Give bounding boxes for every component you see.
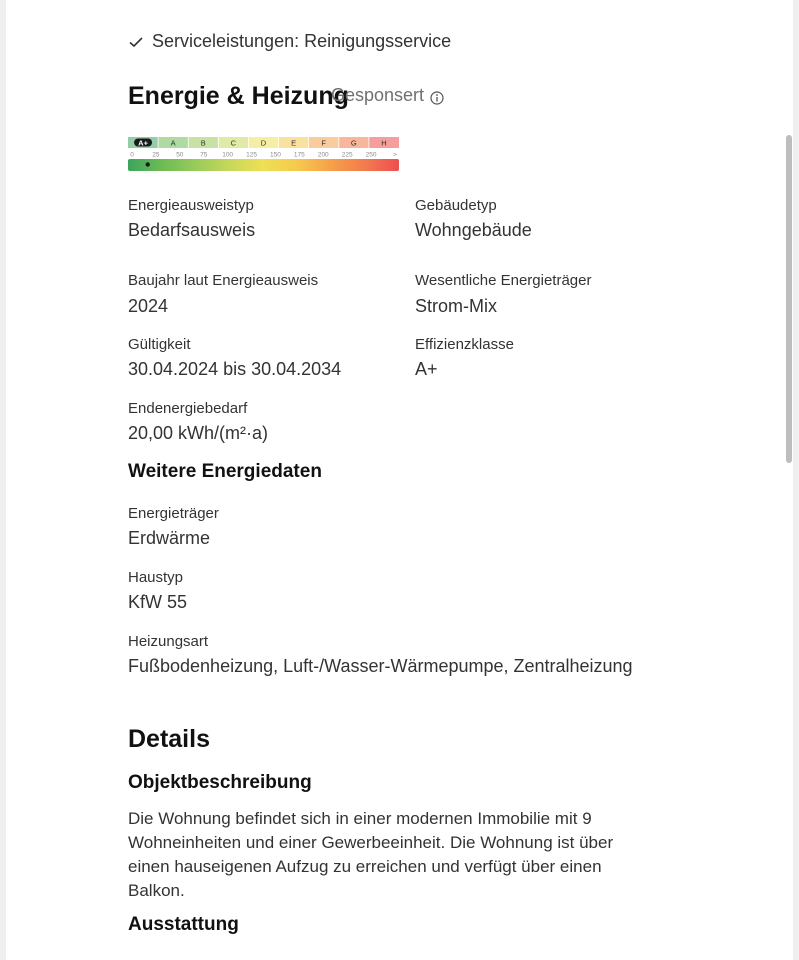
scale-tick-label: 50 [176, 151, 184, 159]
haustyp-value: KfW 55 [128, 592, 188, 612]
traeger-label: Energieträger [128, 505, 219, 522]
energy-scale-graphic [128, 137, 399, 172]
service-text: Serviceleistungen: Reinigungsservice [152, 31, 452, 51]
scale-tick-label: 0 [130, 151, 134, 159]
check-icon [128, 34, 144, 50]
gueltigkeit-value: 30.04.2024 bis 30.04.2034 [128, 359, 342, 379]
scale-tick-label: 150 [270, 151, 281, 159]
scale-class-label: B [200, 138, 206, 148]
scale-class-label: A+ [138, 138, 148, 148]
baujahr-label: Baujahr laut Energieausweis [128, 272, 319, 289]
endenergie-label: Endenergiebedarf [128, 400, 248, 417]
scale-class-label: A [170, 138, 176, 148]
scale-tick-label: 75 [200, 151, 208, 159]
baujahr-value: 2024 [128, 296, 169, 316]
objektbeschreibung-title: Objektbeschreibung [128, 772, 312, 793]
scale-tick-label: > [393, 151, 397, 159]
gebaeudetyp-label: Gebäudetyp [415, 197, 497, 214]
effizienz-value: A+ [415, 359, 438, 379]
scale-class-label: D [260, 138, 267, 148]
traeger-value: Erdwärme [128, 528, 211, 548]
energietraeger-label: Wesentliche Energieträger [415, 272, 592, 289]
energy-efficiency-scale [128, 137, 399, 172]
gebaeudetyp-value: Wohngebäude [415, 220, 532, 240]
scale-tick-label: 100 [222, 151, 234, 159]
effizienz-label: Effizienzklasse [415, 336, 514, 353]
scale-marker [146, 162, 150, 166]
objektbeschreibung-text: Die Wohnung befindet sich in einer modernen Immobilie mit 9 Wohneinheiten und einer Gewerbeeinheit. Die Wohnung ist über einen hauseigenen Aufzug zu erreichen und verfügt über einen Balkon. [128, 809, 614, 900]
scale-tick-label: 225 [341, 151, 353, 159]
scale-tick-label: 125 [246, 151, 257, 159]
gueltigkeit-label: Gültigkeit [128, 336, 191, 353]
energy-section-title: Energie & Heizung [128, 82, 349, 110]
scale-tick-label: 250 [365, 151, 377, 159]
scale-class-label: G [350, 138, 357, 148]
heizungsart-value: Fußbodenheizung, Luft-/Wasser-Wärmepumpe, Zentralheizung [128, 656, 633, 676]
info-icon[interactable] [430, 89, 444, 103]
scale-class-label: H [381, 138, 387, 148]
scale-tick-label: 25 [152, 151, 160, 159]
haustyp-label: Haustyp [128, 569, 184, 586]
endenergie-value: 20,00 kWh/(m²·a) [128, 423, 269, 443]
ausweistyp-label: Energieausweistyp [128, 197, 254, 214]
service-item [128, 31, 451, 52]
ausweistyp-value: Bedarfsausweis [128, 220, 256, 240]
sponsored-text: Gesponsert [331, 85, 425, 105]
scale-tick-label: 175 [293, 151, 305, 159]
scale-class-label: E [291, 138, 297, 148]
scale-class-label: C [230, 138, 237, 148]
energietraeger-value: Strom-Mix [415, 296, 497, 316]
scale-tick-label: 200 [317, 151, 329, 159]
details-title: Details [128, 725, 210, 753]
heizungsart-label: Heizungsart [128, 633, 209, 650]
ausstattung-title: Ausstattung [128, 914, 239, 935]
scrollbar[interactable] [786, 135, 792, 463]
further-energy-title: Weitere Energiedaten [128, 461, 322, 482]
scale-class-label: F [321, 138, 327, 148]
scale-gradient-bar [128, 159, 399, 171]
sponsored-label[interactable] [331, 85, 444, 106]
